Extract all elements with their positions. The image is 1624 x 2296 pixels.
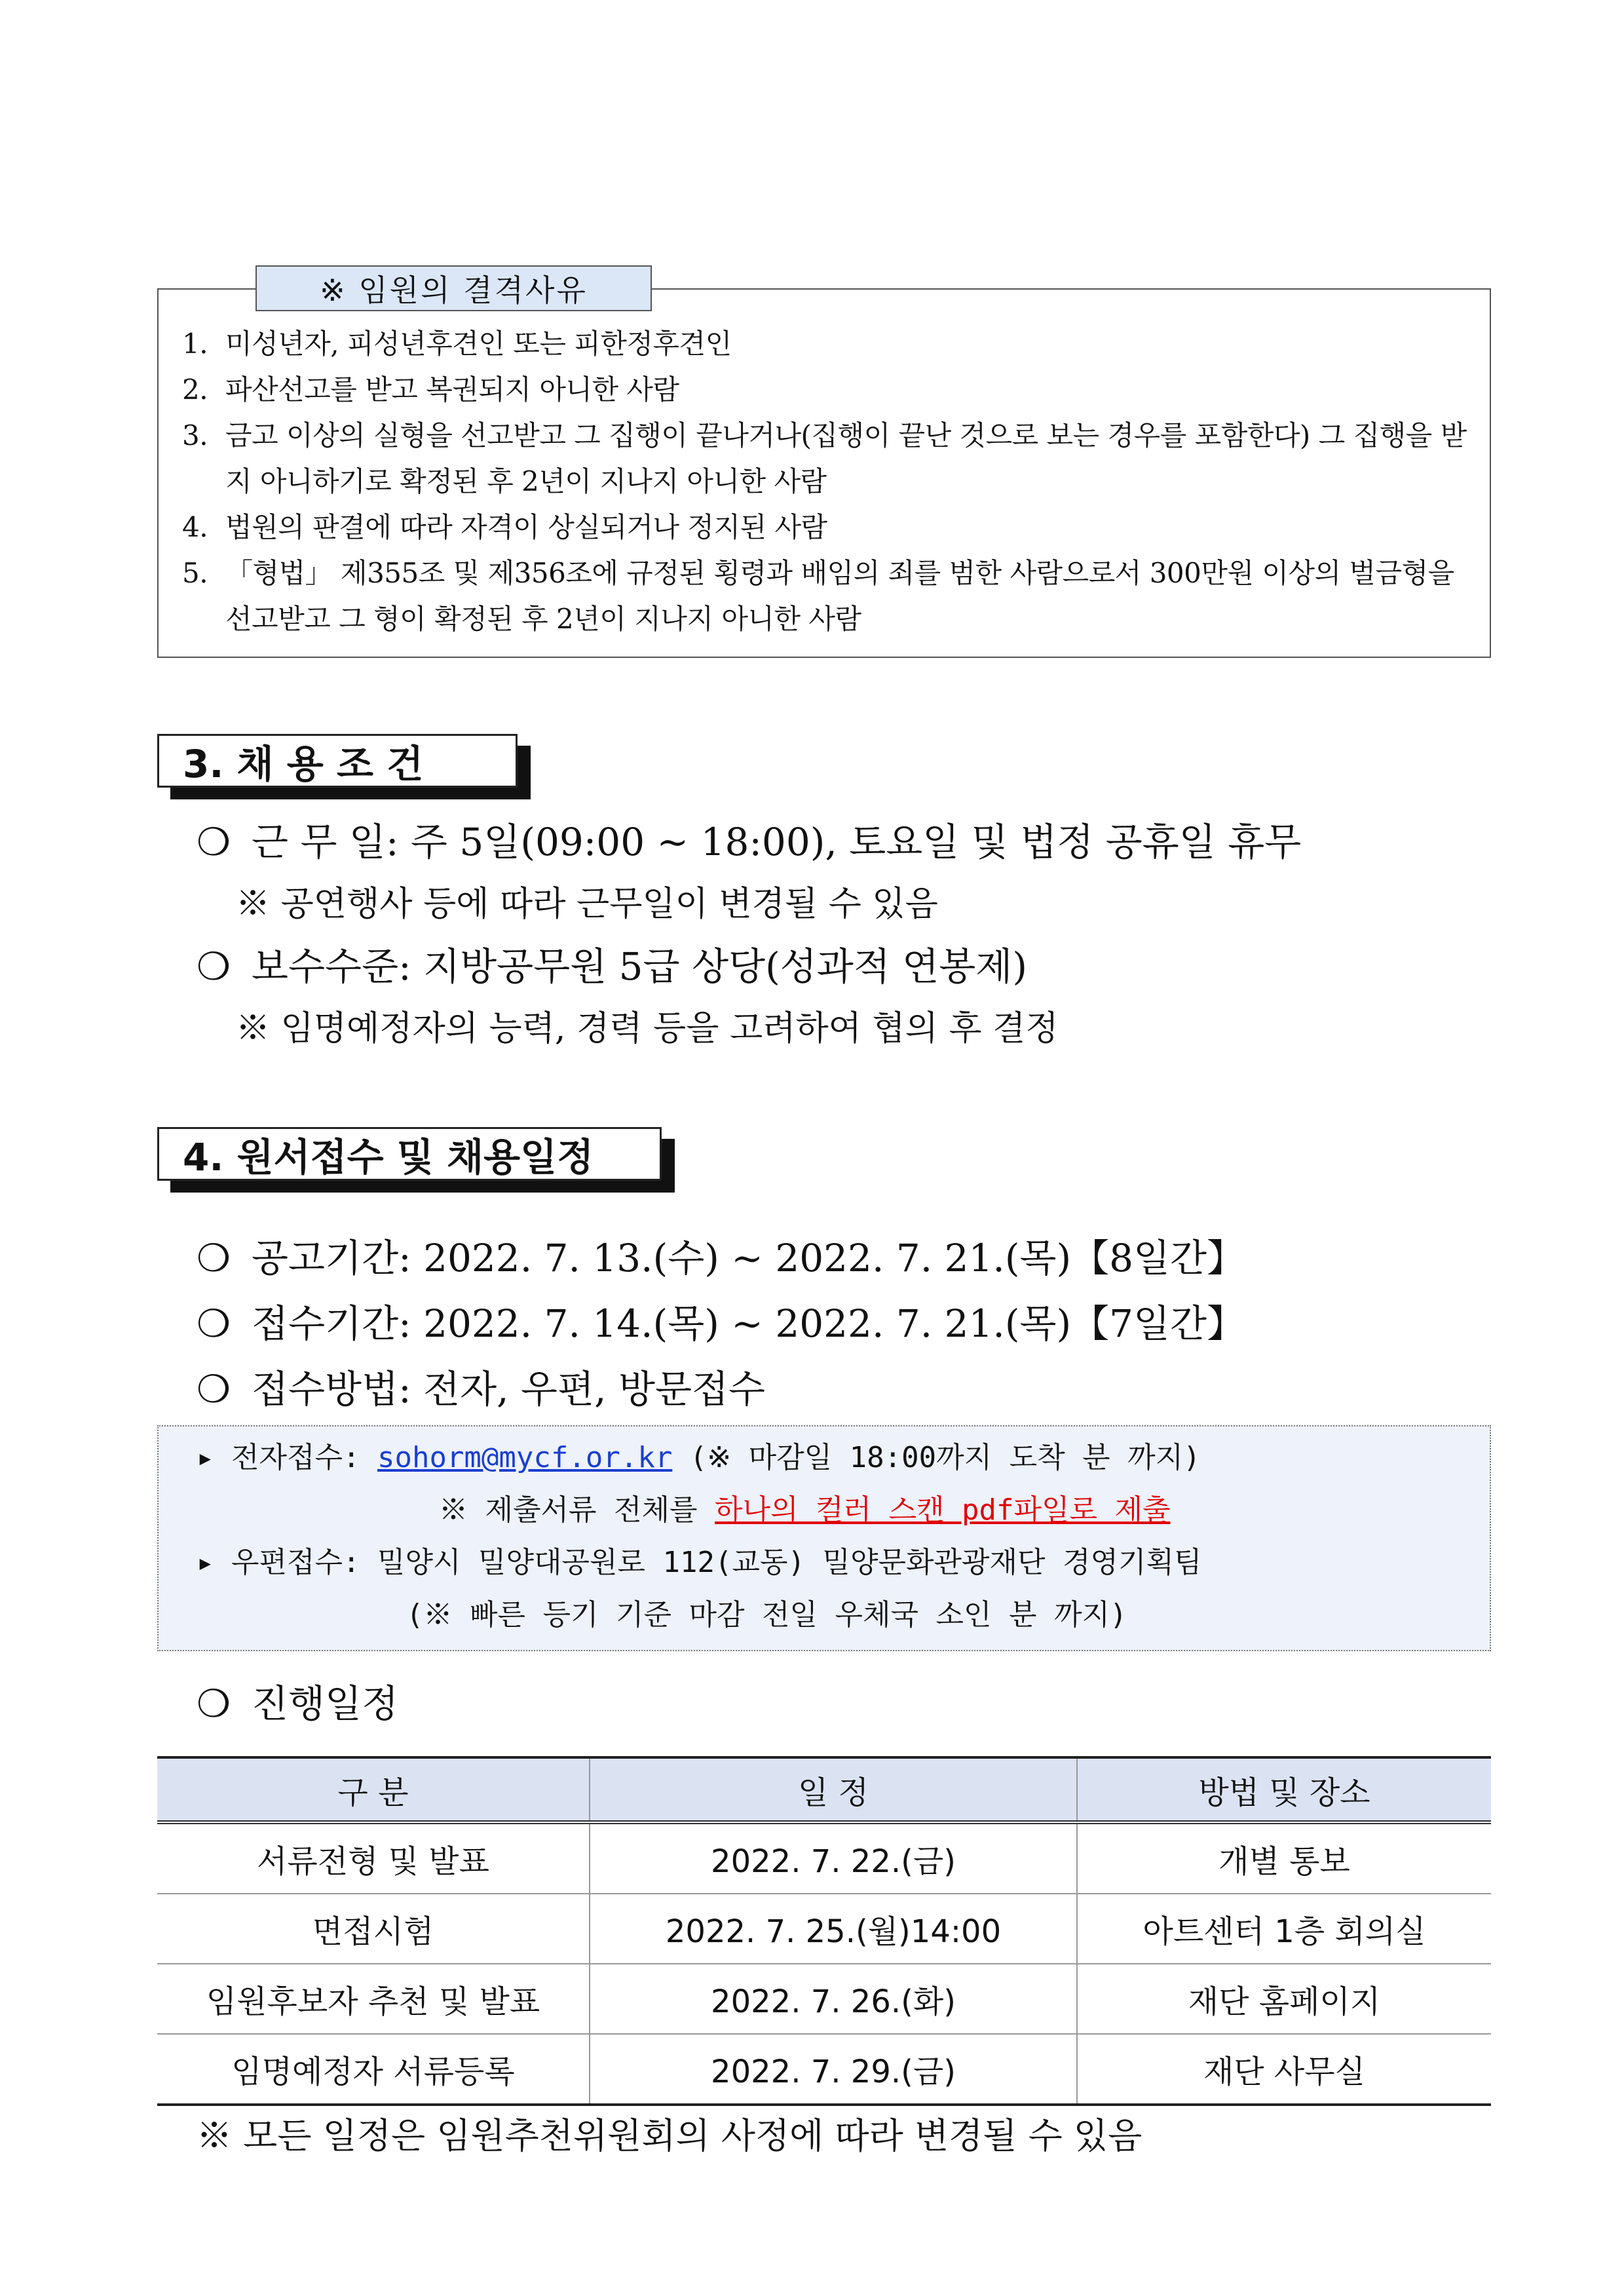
column-header: 일 정 bbox=[590, 1757, 1077, 1822]
list-item: 4. 법원의 판결에 따라 자격이 상실되거나 정지된 사람 bbox=[182, 511, 827, 543]
list-item: 5. 「형법」 제355조 및 제356조에 규정된 횡령과 배임의 죄를 범한 사람으로서 300만원 이상의 벌금형을 선고받고 그 형이 확정된 후 2년이 지나지 아니한 사람 bbox=[182, 557, 1454, 635]
table-cell: 2022. 7. 25.(월)14:00 bbox=[590, 1894, 1077, 1964]
workdays-note: ※ 공연행사 등에 따라 근무일이 변경될 수 있음 bbox=[236, 885, 938, 924]
table-cell: 면접시험 bbox=[157, 1894, 590, 1964]
column-header: 방법 및 장소 bbox=[1077, 1757, 1491, 1822]
table-cell: 개별 통보 bbox=[1077, 1822, 1491, 1894]
table-cell: 서류전형 및 발표 bbox=[157, 1822, 590, 1894]
table-header-row bbox=[157, 1757, 1491, 1822]
table-row bbox=[157, 1894, 1491, 1964]
table-cell: 재단 홈페이지 bbox=[1077, 1964, 1491, 2034]
column-header: 구 분 bbox=[157, 1757, 590, 1822]
schedule-title: ❍ 진행일정 bbox=[197, 1681, 399, 1726]
workdays-item: ❍ 근 무 일: 주 5일(09:00 ~ 18:00), 토요일 및 법정 공휴일 휴무 bbox=[197, 820, 1302, 864]
disqualification-list bbox=[182, 321, 1486, 642]
postal-note: (※ 빠른 등기 기준 마감 전일 우체국 소인 분 까지) bbox=[406, 1598, 1127, 1632]
table-cell: 2022. 7. 22.(금) bbox=[590, 1822, 1077, 1894]
documents-note: ※ 제출서류 전체를 하나의 컬러 스캔 pdf파일로 제출 bbox=[439, 1493, 1171, 1527]
postal-submission-line: ▸ 우편접수: 밀양시 밀양대공원로 112(교동) 밀양문화관광재단 경영기획팀 bbox=[197, 1546, 1202, 1579]
list-item: 3. 금고 이상의 실형을 선고받고 그 집행이 끝나거나(집행이 끝난 것으로 보는 경우를 포함한다) 그 집행을 받지 아니하기로 확정된 후 2년이 지나지 아니한 사람 bbox=[182, 419, 1467, 497]
receipt-period-item: ❍ 접수기간: 2022. 7. 14.(목) ∼ 2022. 7. 21.(목)【7일간】 bbox=[197, 1301, 1245, 1346]
receipt-method-item: ❍ 접수방법: 전자, 우편, 방문접수 bbox=[197, 1367, 766, 1411]
salary-note: ※ 임명예정자의 능력, 경력 등을 고려하여 협의 후 결정 bbox=[236, 1009, 1059, 1048]
table-cell: 2022. 7. 29.(금) bbox=[590, 2034, 1077, 2105]
disqualification-title: ※ 임원의 결격사유 bbox=[255, 265, 652, 311]
table-cell: 임명예정자 서류등록 bbox=[157, 2034, 590, 2105]
table-row bbox=[157, 1822, 1491, 1894]
list-item: 2. 파산선고를 받고 복권되지 아니한 사람 bbox=[182, 373, 679, 406]
electronic-submission-line: ▸ 전자접수: sohorm@mycf.or.kr (※ 마감일 18:00까지 도착 분 까지) bbox=[197, 1441, 1201, 1474]
table-cell: 재단 사무실 bbox=[1077, 2034, 1491, 2105]
documents-highlight: 하나의 컬러 스캔 pdf파일로 제출 bbox=[715, 1493, 1171, 1527]
schedule-footer-note: ※ 모든 일정은 임원추천위원회의 사정에 따라 변경될 수 있음 bbox=[197, 2115, 1142, 2156]
email-link[interactable]: sohorm@mycf.or.kr bbox=[377, 1441, 673, 1474]
notice-period-item: ❍ 공고기간: 2022. 7. 13.(수) ∼ 2022. 7. 21.(목)【8일간】 bbox=[197, 1236, 1245, 1280]
schedule-table bbox=[157, 1756, 1491, 2106]
section-heading-4: 4. 원서접수 및 채용일정 bbox=[157, 1127, 662, 1181]
list-item: 1. 미성년자, 피성년후견인 또는 피한정후견인 bbox=[182, 328, 732, 360]
table-row bbox=[157, 1964, 1491, 2034]
table-cell: 아트센터 1층 회의실 bbox=[1077, 1894, 1491, 1964]
table-row bbox=[157, 2034, 1491, 2105]
table-cell: 2022. 7. 26.(화) bbox=[590, 1964, 1077, 2034]
section-heading-3: 3. 채 용 조 건 bbox=[157, 734, 518, 788]
salary-item: ❍ 보수수준: 지방공무원 5급 상당(성과적 연봉제) bbox=[197, 944, 1027, 989]
table-cell: 임원후보자 추천 및 발표 bbox=[157, 1964, 590, 2034]
